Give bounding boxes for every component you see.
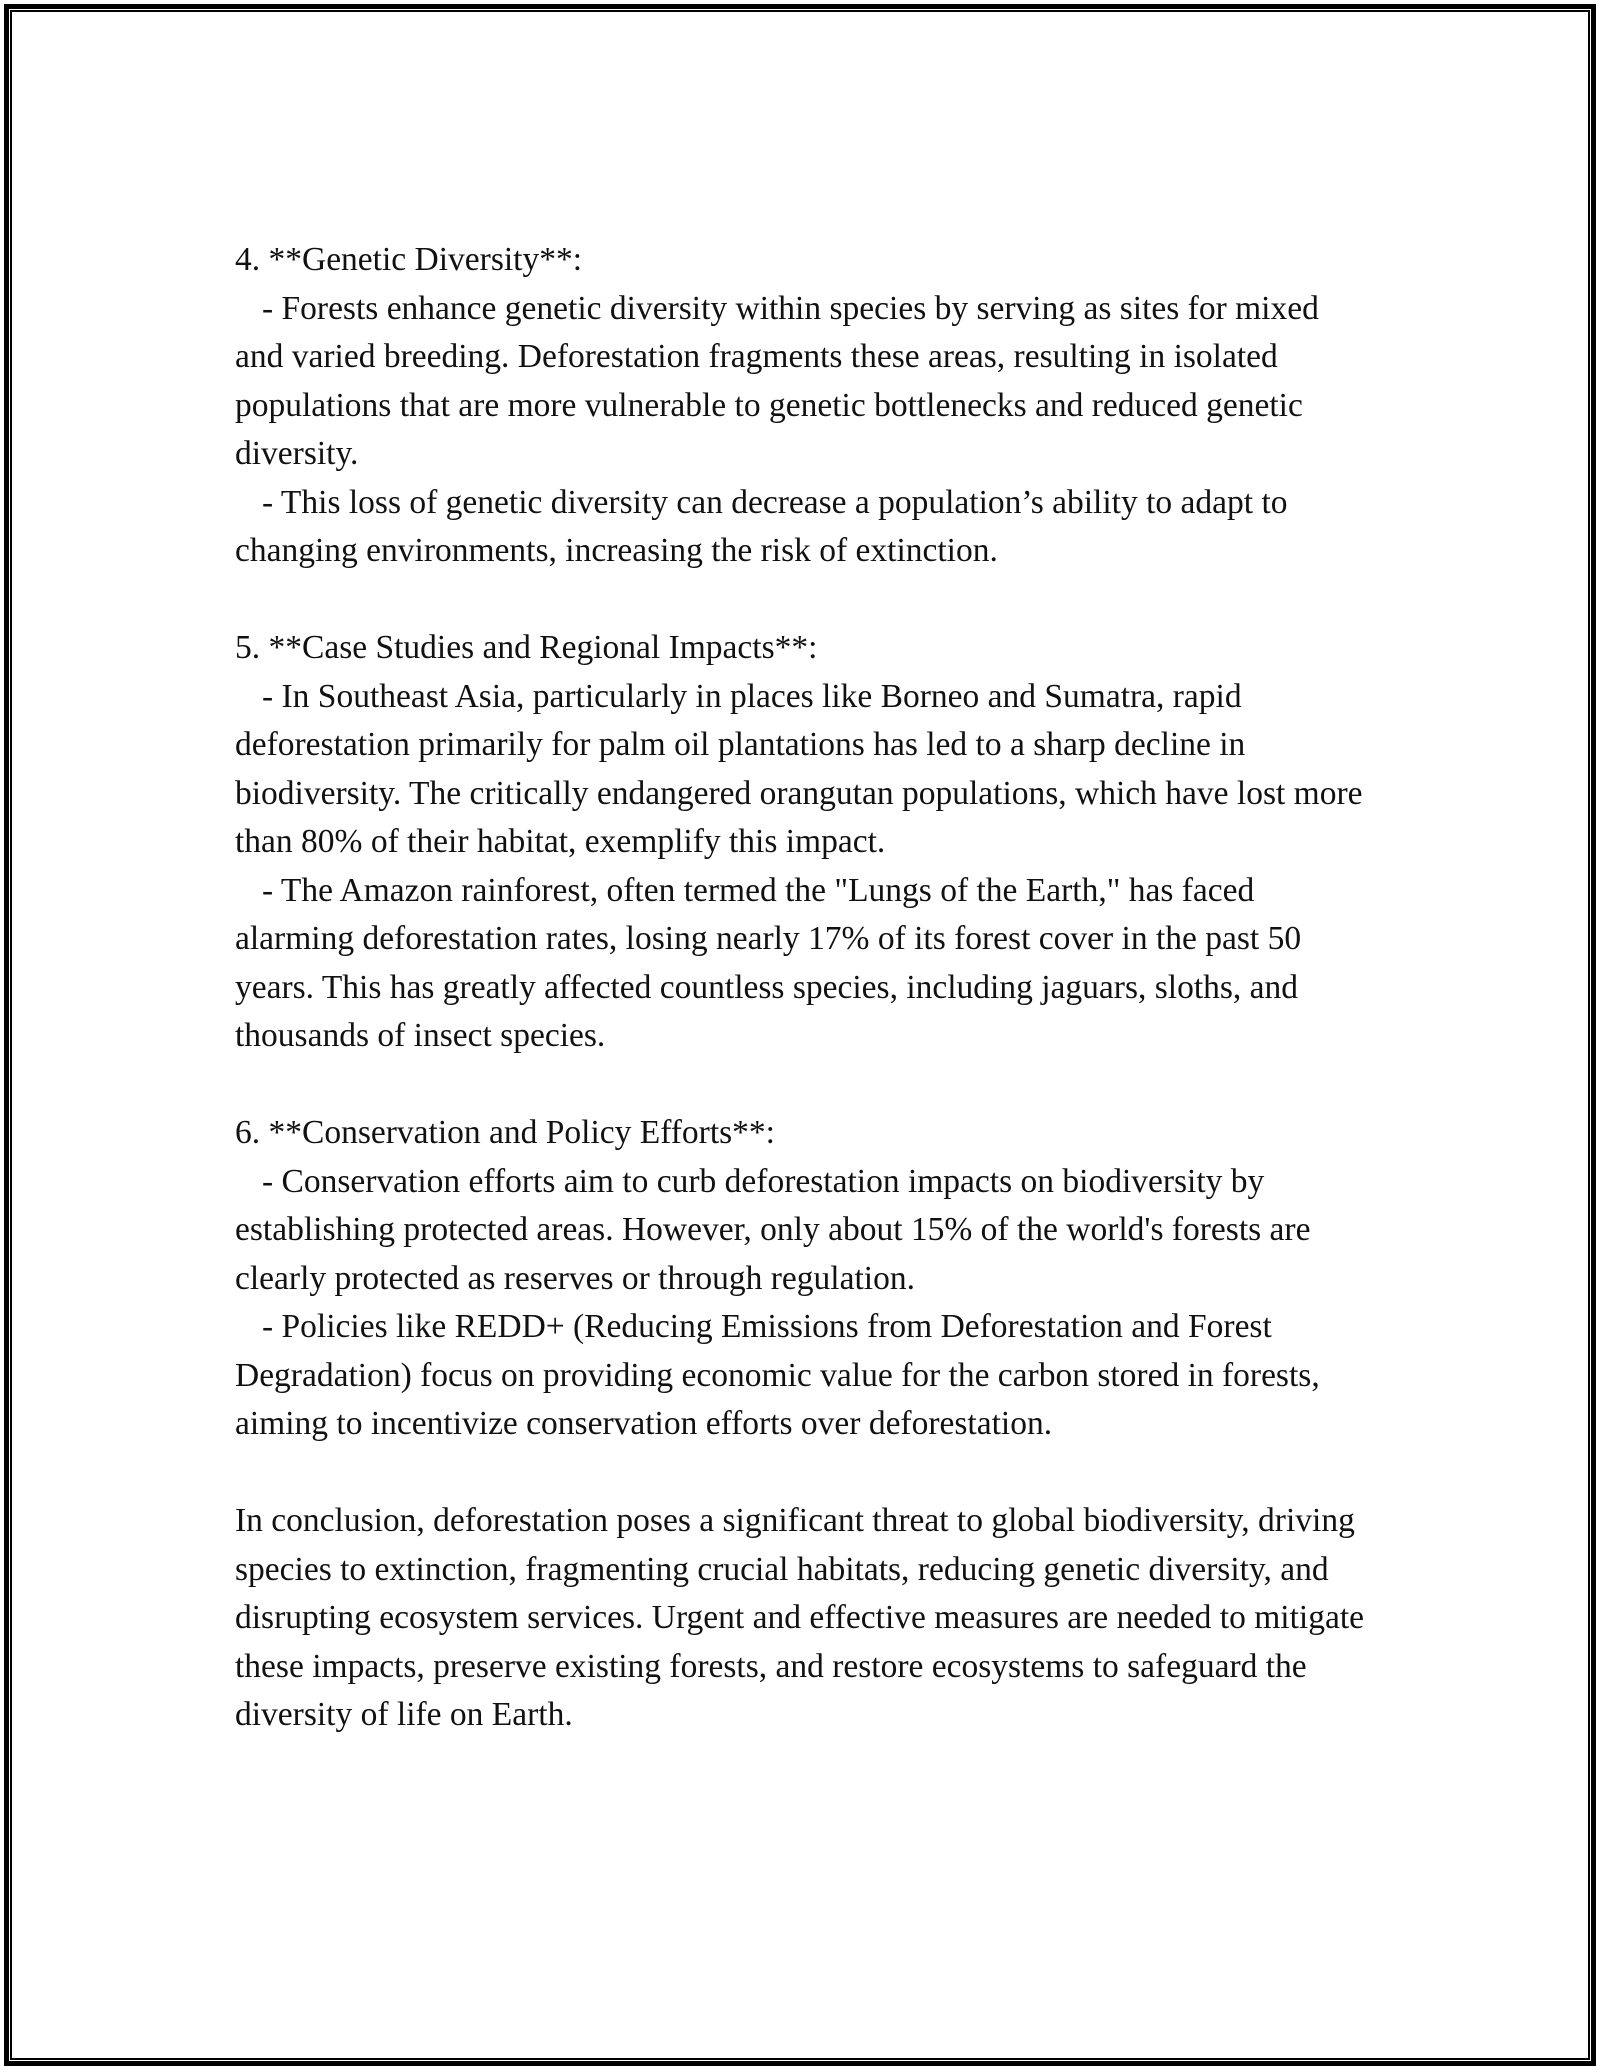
bullet-item: - Policies like REDD+ (Reducing Emissions from Deforestation and Forest Degradation) focus on providing economic value for the carbon stored in forests, aiming to incentivize conservation efforts over deforestation. — [235, 1308, 1329, 1442]
section-case-studies — [235, 624, 1375, 1061]
section-spacer — [235, 576, 1375, 625]
document-body — [235, 236, 1375, 1740]
section-genetic-diversity — [235, 236, 1375, 576]
bullet-item: - The Amazon rainforest, often termed the "Lungs of the Earth," has faced alarming deforestation rates, losing nearly 17% of its forest cover in the past 50 years. This has greatly affected countless species, including jaguars, sloths, and thousands of insect species. — [235, 871, 1310, 1054]
section-heading: 6. **Conservation and Policy Efforts**: — [235, 1114, 775, 1151]
bullet-item: - This loss of genetic diversity can decrease a population’s ability to adapt to changing environments, increasing the risk of extinction. — [235, 483, 1296, 569]
section-heading: 5. **Case Studies and Regional Impacts**: — [235, 629, 818, 666]
section-heading: 4. **Genetic Diversity**: — [235, 241, 583, 278]
conclusion-paragraph: In conclusion, deforestation poses a significant threat to global biodiversity, driving species to extinction, fragmenting crucial habitats, reducing genetic diversity, and disrupting ecosystem services. Urgent and effective measures are needed to mitigate these impacts, preserve existing forests, and restore ecosystems to safeguard the diversity of life on Earth. — [235, 1502, 1373, 1733]
section-spacer — [235, 1449, 1375, 1498]
bullet-item: - Conservation efforts aim to curb deforestation impacts on biodiversity by establishing protected areas. However, only about 15% of the world's forests are clearly protected as reserves or through regulation. — [235, 1162, 1319, 1297]
bullet-item: - In Southeast Asia, particularly in places like Borneo and Sumatra, rapid deforestation primarily for palm oil plantations has led to a sharp decline in biodiversity. The critically endangered orangutan populations, which have lost more than 80% of their habitat, exemplify this impact. — [235, 677, 1371, 860]
section-conservation — [235, 1109, 1375, 1449]
section-spacer — [235, 1061, 1375, 1110]
bullet-item: - Forests enhance genetic diversity within species by serving as sites for mixed and varied breeding. Deforestation fragments these areas, resulting in isolated populations that are more vulnerable to genetic bottlenecks and reduced genetic diversity. — [235, 289, 1328, 472]
